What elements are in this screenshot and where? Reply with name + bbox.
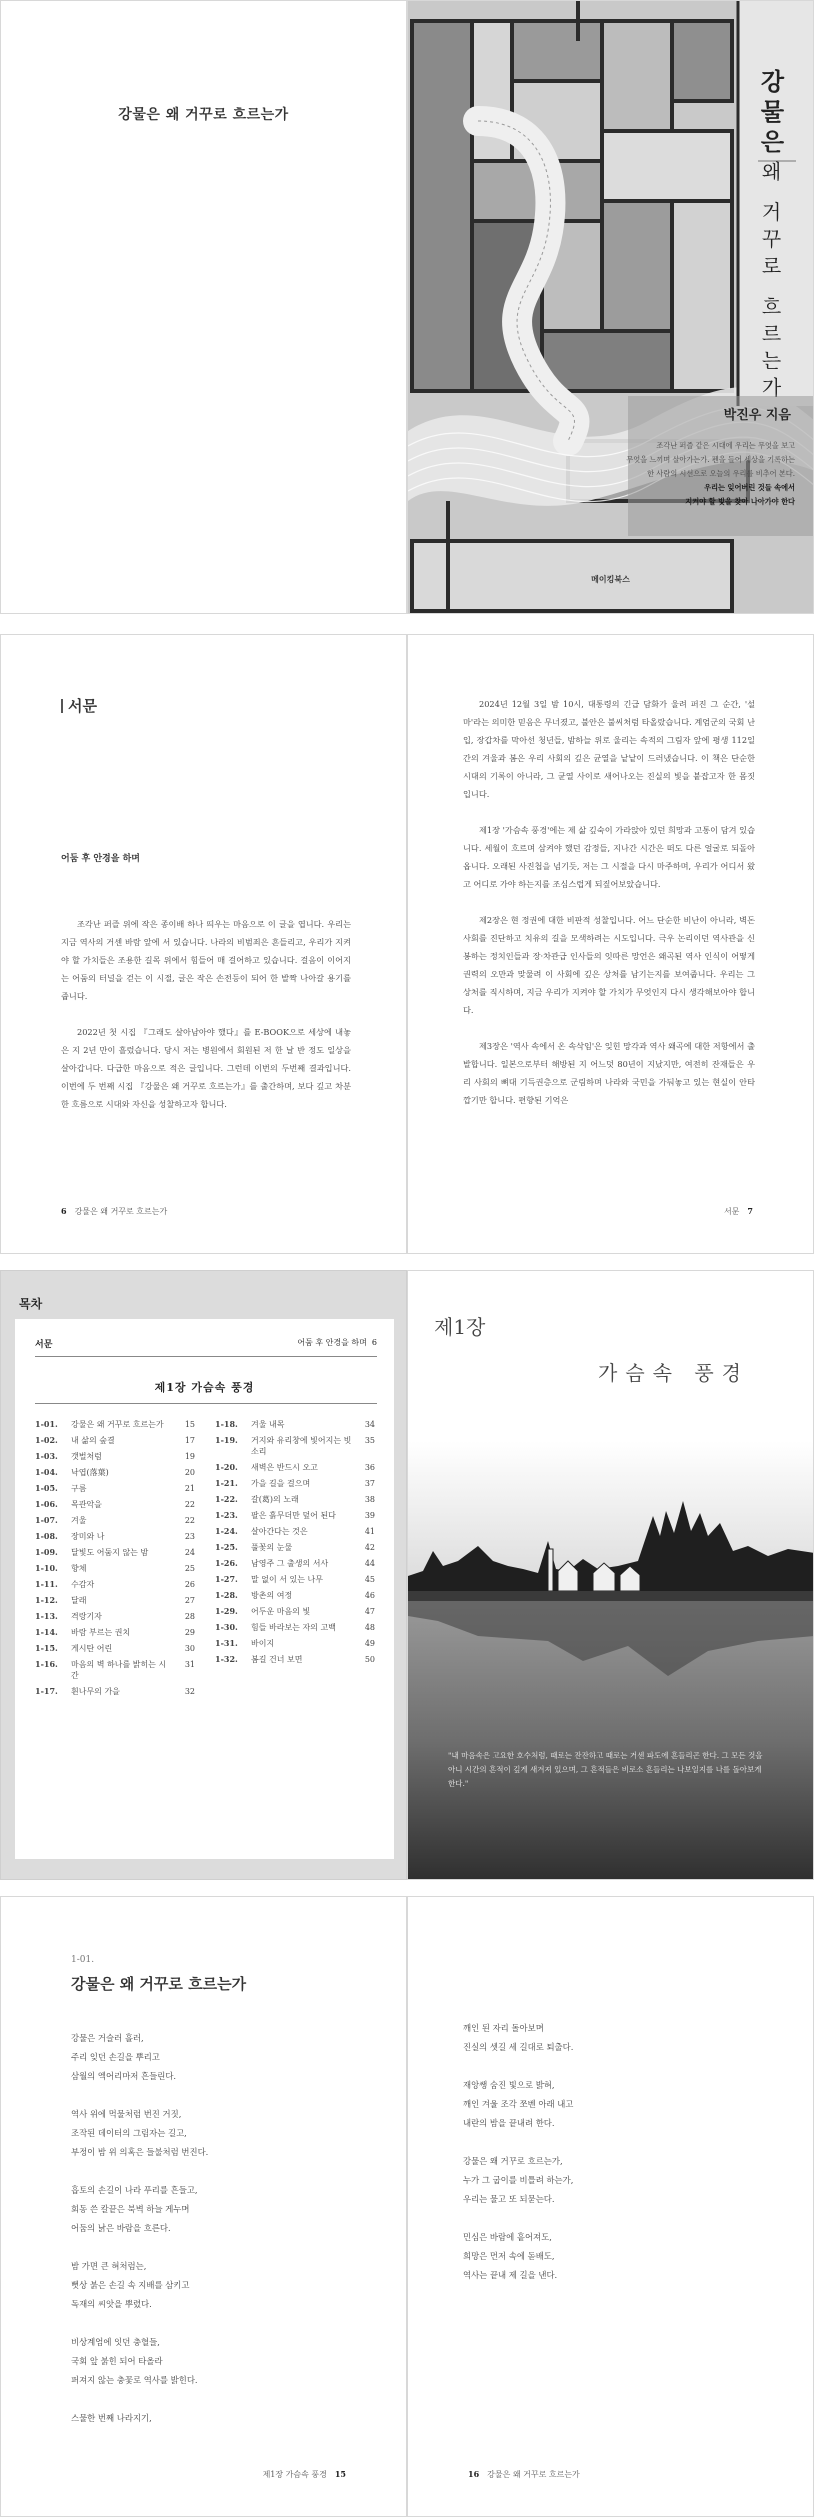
paragraph: 제2장은 현 정권에 대한 비판적 성찰입니다. 어느 단순한 비난이 아니라, 벽돈 사회를 진단하고 치유의 길을 모색하려는 시도입니다. 극우 논리이던 역사관을 신봉하는 정치인들과 장·차관급 인사들의 잇따른 망언은 왜곡된 역사 인식이 어떻게 권력의 오만과 맞물려 이 사회에 깊은 상처를 남기는지를 보여줍니다. 우리는 그 상처를 직시하며, 지금 우리가 지켜야 할 가치가 무엇인지 다시 생각해보아야 합니다. [463, 915, 755, 1015]
poem-line: 비상계엄에 잇던 충혈들, [71, 2337, 160, 2347]
section-heading [61, 695, 97, 716]
toc-entry[interactable] [215, 1558, 375, 1569]
blurb-emphasis: 우리는 잊어버린 것들 속에서 [704, 483, 795, 492]
toc-entry-number: 1-19. [215, 1435, 238, 1445]
toc-entry[interactable] [35, 1499, 195, 1510]
toc-entry-title: 겨울 내목 [251, 1420, 285, 1429]
toc-entry-page: 17 [184, 1436, 195, 1445]
poem-line: 주리 잊던 손길을 뿌리고 [71, 2052, 160, 2062]
toc-entry-page: 38 [364, 1495, 375, 1504]
preface-body-left [61, 915, 351, 1131]
toc-entry-page: 37 [364, 1479, 375, 1488]
toc-entry-title: 바이지 [251, 1639, 275, 1648]
toc-entry-title: 달래 [71, 1596, 87, 1605]
toc-entry-number: 1-31. [215, 1638, 238, 1648]
toc-entry-title: 힘들 바라보는 자의 고백 [251, 1623, 336, 1632]
toc-column-right [215, 1419, 375, 1670]
poem-line: 밤 가면 큰 혀처럼는, [71, 2261, 147, 2271]
toc-entry-page: 41 [364, 1527, 375, 1536]
toc-entry-title: 겨울 [71, 1516, 87, 1525]
poem-line: 우리는 물고 또 되묻는다. [463, 2194, 555, 2204]
toc-entry-page: 48 [364, 1623, 375, 1632]
toc-entry[interactable] [35, 1563, 195, 1574]
preface-page-right [407, 634, 814, 1254]
poem-line: 재앙쌩 숨진 빛으로 밝혀, [463, 2080, 555, 2090]
toc-entry-number: 1-17. [35, 1686, 58, 1696]
toc-entry-number: 1-24. [215, 1526, 238, 1536]
toc-entry[interactable] [215, 1510, 375, 1521]
toc-entry-number: 1-21. [215, 1478, 238, 1488]
lake-photo [408, 1441, 814, 1880]
poem-line: 부정이 밤 위 의혹은 들불처럼 번진다. [71, 2147, 209, 2157]
page-number: 15 [334, 2469, 346, 2479]
toc-entry[interactable] [35, 1531, 195, 1542]
toc-entry-number: 1-13. [35, 1611, 58, 1621]
toc-entry-page: 21 [184, 1484, 195, 1493]
poem-line: 깨인 겨울 조각 쪼벤 아래 내고 [463, 2099, 574, 2109]
folio-left [61, 1206, 167, 1217]
folio-right [263, 2469, 346, 2480]
toc-chapter-title: 제1장 가슴속 풍경 [154, 1381, 255, 1394]
cover-artwork [408, 1, 814, 614]
toc-entry-number: 1-08. [35, 1531, 58, 1541]
toc-entry-number: 1-03. [35, 1451, 58, 1461]
toc-entry-page: 45 [364, 1575, 375, 1584]
paragraph: 2024년 12월 3일 밤 10시, 대통령의 긴급 담화가 울려 퍼진 그 순간, '설마'라는 의미한 믿음은 무너졌고, 불안은 불씨처럼 타올랐습니다. 계엄군의 국회 난입, 장갑차를 막아선 청년들, 밤하늘 위로 울리는 속적의 그림자 앞에 평생 112일간의 겨울과 봄은 우리 사회의 깊은 균열을 낱낱이 드러냈습니다. 이 책은 단순한 시대의 기록이 아니라, 그 균열 사이로 새어나오는 진실의 빛을 붙잡고자 한 몸짓입니다. [463, 699, 755, 799]
poem-line: 흡토의 손길이 나라 푸리를 흔들고, [71, 2185, 198, 2195]
poem-line: 어둠의 낡은 바람을 흐른다. [71, 2223, 171, 2233]
toc-label: 목차 [19, 1297, 43, 1311]
toc-entry[interactable] [215, 1638, 375, 1649]
toc-entry[interactable] [215, 1419, 375, 1430]
toc-entry-number: 1-27. [215, 1574, 238, 1584]
poem-stanza [71, 2257, 351, 2314]
toc-entry-page: 31 [184, 1660, 195, 1669]
toc-entry-page: 30 [184, 1644, 195, 1653]
publisher-logo: 메이킹북스 [591, 574, 630, 584]
toc-entry-number: 1-15. [35, 1643, 58, 1653]
poem-line: 누가 그 굽이를 비틀려 하는가, [463, 2175, 574, 2185]
preface-subheading: 어둠 후 안경을 하며 [61, 854, 140, 864]
poem-line: 진실의 셋길 세 길대로 퇴출다. [463, 2042, 574, 2052]
toc-panel [15, 1319, 394, 1859]
toc-page [0, 1270, 407, 1880]
toc-entry-title: 갈(葛)의 노래 [251, 1495, 299, 1504]
toc-entry-page: 28 [184, 1612, 195, 1621]
poem-line: 조작된 데이터의 그림자는 길고, [71, 2128, 187, 2138]
toc-entry-title: 풀꽃의 눈물 [251, 1543, 293, 1552]
paragraph: 제3장은 '역사 속에서 온 속삭임'은 잊힌 망각과 역사 왜곡에 대한 저항에서 출발합니다. 일본으로부터 해방된 지 어느덧 80년이 지났지만, 여전히 잔재들은 우리 사회의 뼈대 기득권층으로 군림하며 나라와 국민을 가둬놓고 있는 현실이 안타깝기만 합니다. 편향된 기억은 [463, 1041, 755, 1105]
toc-entry-number: 1-11. [35, 1579, 58, 1589]
toc-entry[interactable] [215, 1606, 375, 1617]
toc-entry-page: 35 [364, 1436, 375, 1445]
toc-entry[interactable] [35, 1659, 195, 1681]
blurb-line: 무엇을 느끼며 살아가는가. 펜을 들어 세상을 기록하는 [626, 455, 795, 464]
poem-line: 깨인 된 자리 돌아보며 [463, 2023, 544, 2033]
poem-stanza [463, 2019, 743, 2057]
toc-entry-title: 살아간다는 것은 [251, 1527, 308, 1536]
toc-entry-number: 1-10. [35, 1563, 58, 1573]
poem-spread [0, 1896, 814, 2517]
toc-entry-title: 내 삶의 숲결 [71, 1436, 115, 1445]
toc-spread [0, 1270, 814, 1880]
toc-entry-number: 1-06. [35, 1499, 58, 1509]
poem-line: 국회 앞 붉힌 되어 타올라 [71, 2356, 163, 2366]
toc-entry[interactable] [35, 1451, 195, 1462]
toc-entry[interactable] [215, 1542, 375, 1553]
poem-line: 민심은 바람에 흩어져도, [463, 2232, 552, 2242]
toc-entry[interactable] [215, 1590, 375, 1601]
toc-entry-page: 22 [184, 1516, 195, 1525]
toc-entry-title: 봄길 건너 보면 [251, 1655, 303, 1664]
poem-line: 뻣상 붉은 손길 속 지배를 삼키고 [71, 2280, 190, 2290]
toc-entry-page: 19 [184, 1452, 195, 1461]
toc-entry[interactable] [35, 1547, 195, 1558]
toc-entry-number: 1-29. [215, 1606, 238, 1616]
toc-preface-page: 6 [371, 1338, 377, 1347]
section-heading-text: 서문 [68, 697, 97, 715]
toc-entry-title: 가을 길을 걸으며 [251, 1479, 311, 1488]
page-number: 6 [61, 1206, 67, 1216]
toc-entry-page: 50 [364, 1655, 375, 1664]
cover-title-line2: 왜 거꾸로 흐르는가 [758, 161, 782, 404]
toc-entry[interactable] [215, 1435, 375, 1457]
toc-entry-number: 1-16. [35, 1659, 58, 1669]
toc-entry-title: 방촌의 여정 [251, 1591, 293, 1600]
blurb-line [585, 495, 795, 509]
toc-entry-page: 39 [364, 1511, 375, 1520]
running-title: 서문 [723, 1207, 740, 1216]
preface-spread [0, 634, 814, 1254]
preface-body-right [463, 695, 755, 1127]
half-title-page [0, 0, 407, 614]
toc-entry-number: 1-22. [215, 1494, 238, 1504]
page-number: 7 [747, 1206, 753, 1216]
toc-entry[interactable] [35, 1419, 195, 1430]
poem-stanza [71, 2029, 351, 2086]
toc-entry-title: 강물은 왜 거꾸로 흐르는가 [71, 1420, 164, 1429]
toc-entry-title: 말 없이 서 있는 나무 [251, 1575, 323, 1584]
toc-entry-page: 25 [184, 1564, 195, 1573]
book-cover [407, 0, 814, 614]
toc-entry-page: 34 [364, 1420, 375, 1429]
paragraph: 조각난 퍼즐 위에 작은 종이배 하나 띄우는 마음으로 이 글을 엽니다. 우리는 지금 역사의 거센 바람 앞에 서 있습니다. 나라의 비범죄은 흔들리고, 우리가 지켜야 할 가치들은 조용한 길목 위에서 힘들어 매 걸어하고 있습니다. 걸음이 이어지는 어둠의 터널을 걷는 이 시절, 글은 작은 손전등이 되어 한 발짝 나아갈 용기를 줍니다. [61, 919, 351, 1001]
toc-entry-page: 29 [184, 1628, 195, 1637]
chapter-number: 제1장 [434, 1315, 486, 1339]
poem-line: 강물은 거슬러 흘러, [71, 2033, 144, 2043]
toc-entry[interactable] [215, 1622, 375, 1633]
chapter-quote: "내 마음속은 고요한 호수처럼, 때로는 잔잔하고 때로는 거센 파도에 흔들리곤 한다. 그 모든 것을 아니 시간의 흔적이 깊게 새겨져 있으며, 그 흔적들은 비로소 흔들리는 나보일지를 나를 돌아보게 한다." [448, 1751, 763, 1788]
poem-line: 삼월의 엑어리마저 흔들린다. [71, 2071, 177, 2081]
cover-spread [0, 0, 814, 614]
toc-entry-title: 팔은 흙무더만 덮어 된다 [251, 1511, 336, 1520]
toc-entry-title: 마음의 벽 하나를 밝히는 시간 [71, 1660, 167, 1680]
toc-entry[interactable] [35, 1611, 195, 1622]
toc-entry[interactable] [35, 1515, 195, 1526]
cover-author: 박진우 지음 [723, 408, 791, 423]
poem-line: 역사는 끝내 제 길을 낸다. [463, 2270, 558, 2280]
toc-entry-title: 달빛도 어둠지 않는 밤 [71, 1548, 149, 1557]
running-title: 강물은 왜 거꾸로 흐르는가 [487, 2470, 580, 2479]
toc-entry[interactable] [215, 1526, 375, 1537]
poem-line: 강물은 왜 거꾸로 흐르는가, [463, 2156, 563, 2166]
folio-right [724, 1206, 753, 1217]
toc-preface-label: 서문 [35, 1340, 53, 1350]
toc-entry-title: 구름 [71, 1484, 87, 1493]
toc-entry-page: 36 [364, 1463, 375, 1472]
blurb-line [585, 481, 795, 495]
chapter-title: 가슴속 풍경 [598, 1361, 749, 1385]
toc-entry-page: 15 [184, 1420, 195, 1429]
poem-body-left [71, 2029, 351, 2447]
toc-entry-number: 1-01. [35, 1419, 58, 1429]
toc-entry[interactable] [35, 1579, 195, 1590]
paragraph: 2022년 첫 시집 『그래도 살아남아야 했다』를 E-BOOK으로 세상에 내놓은 지 2년 만이 흘렀습니다. 당시 저는 병원에서 회원된 저 한 날 반 정도 일상을 살아갑니다. 다급한 마음으로 적은 글입니다. 그런데 이번의 두번째 결과입니다. 이번에 두 번째 시집 『강물은 왜 거꾸로 흐르는가』를 출간하며, 보다 깊고 차분한 흐름으로 시대와 자신을 성찰하고자 합니다. [61, 1027, 351, 1109]
toc-entry-title: 게시탄 어린 [71, 1644, 113, 1653]
poem-stanza [463, 2152, 743, 2209]
toc-entry-title: 어두운 마음의 빛 [251, 1607, 311, 1616]
toc-entry-number: 1-20. [215, 1462, 238, 1472]
poem-line: 회동 쓴 칼끝은 북벽 하늘 게누며 [71, 2204, 190, 2214]
toc-entry-number: 1-25. [215, 1542, 238, 1552]
toc-entry-number: 1-02. [35, 1435, 58, 1445]
poem-body-right [463, 2019, 743, 2304]
toc-entry[interactable] [35, 1627, 195, 1638]
poem-stanza [463, 2228, 743, 2285]
toc-entry-title: 갯벌처럼 [71, 1452, 102, 1461]
toc-entry-number: 1-18. [215, 1419, 238, 1429]
toc-entry-title: 흰나무의 가을 [71, 1687, 120, 1696]
toc-entry-page: 27 [184, 1596, 195, 1605]
toc-entry-number: 1-23. [215, 1510, 238, 1520]
toc-entry-title: 장미와 나 [71, 1532, 105, 1541]
poem-stanza [71, 2105, 351, 2162]
toc-entry-page: 42 [364, 1543, 375, 1552]
poem-stanza [71, 2333, 351, 2390]
toc-entry[interactable] [215, 1478, 375, 1489]
toc-entry[interactable] [215, 1574, 375, 1585]
toc-entry-title: 새벽은 반드시 오고 [251, 1463, 318, 1472]
poem-line: 희망은 먼저 속에 돋배도, [463, 2251, 555, 2261]
toc-entry[interactable] [35, 1483, 195, 1494]
half-title: 강물은 왜 거꾸로 흐르는가 [118, 107, 289, 123]
toc-entry-number: 1-28. [215, 1590, 238, 1600]
toc-entry[interactable] [35, 1435, 195, 1446]
folio-left [468, 2469, 580, 2480]
toc-entry-page: 23 [184, 1532, 195, 1541]
toc-preface-subtitle: 어둠 후 안경을 하며 [297, 1338, 367, 1347]
toc-column-left [35, 1419, 195, 1702]
toc-entry-number: 1-14. [35, 1627, 58, 1637]
toc-entry-page: 46 [364, 1591, 375, 1600]
toc-entry-title: 낙엽(落葉) [71, 1468, 109, 1477]
running-title: 강물은 왜 거꾸로 흐르는가 [74, 1207, 168, 1216]
blurb-emphasis: 지켜야 할 빛을 찾아 나아가야 한다 [685, 497, 795, 506]
toc-entry[interactable] [35, 1595, 195, 1606]
toc-entry[interactable] [215, 1462, 375, 1473]
toc-entry-number: 1-07. [35, 1515, 58, 1525]
toc-entry-number: 1-09. [35, 1547, 58, 1557]
poem-stanza [71, 2181, 351, 2238]
page-number: 16 [468, 2469, 480, 2479]
poem-stanza [463, 2076, 743, 2133]
toc-entry-title: 바람 부르는 권치 [71, 1628, 131, 1637]
toc-divider [35, 1403, 377, 1404]
toc-entry-title: 향체 [71, 1564, 87, 1573]
toc-entry-page: 32 [184, 1687, 195, 1696]
poem-page-right [407, 1896, 814, 2517]
toc-entry-number: 1-32. [215, 1654, 238, 1664]
toc-entry[interactable] [35, 1643, 195, 1654]
toc-entry-page: 20 [184, 1468, 195, 1477]
poem-stanza [71, 2409, 351, 2428]
preface-page-left [0, 634, 407, 1254]
poem-line: 스물한 번째 나라지기, [71, 2413, 152, 2423]
paragraph: 제1장 '가슴속 풍경'에는 제 삶 깊숙이 가라앉아 있던 희망과 고통이 담겨 있습니다. 세월이 흐르며 삼켜야 했던 감정들, 지나간 시간은 떠도 다른 얼굴로 되돌아옵니다. 오래된 사진첩을 넘기듯, 저는 그 시절을 다시 마주하며, 우리가 어디서 왔고 어디로 가야 하는지를 조심스럽게 되짚어보았습니다. [463, 825, 755, 889]
toc-entry[interactable] [35, 1686, 195, 1697]
running-title: 제1장 가슴속 풍경 [262, 2470, 327, 2479]
toc-entry-page: 26 [184, 1580, 195, 1589]
toc-entry-number: 1-26. [215, 1558, 238, 1568]
poem-line: 역사 위에 먹물처럼 번진 거짓, [71, 2109, 182, 2119]
poem-line: 독재의 씨앗을 뿌렸다. [71, 2299, 152, 2309]
toc-preface-sub [297, 1337, 377, 1348]
blurb-line: 한 사람의 시선으로 오늘의 우리를 비추어 본다. [647, 469, 795, 478]
poem-line: 퍼져지 않는 충꽃로 역사를 밝힌다. [71, 2375, 198, 2385]
cover-title-line1: 강물은 [756, 69, 785, 159]
toc-entry-title: 거지와 유리창에 빛어지는 빗소리 [251, 1436, 352, 1456]
poem-number: 1-01. [71, 1955, 95, 1965]
toc-entry-title: 목관악을 [71, 1500, 102, 1509]
poem-line: 내란의 밤을 끝내려 한다. [463, 2118, 555, 2128]
toc-entry-title: 격랑기자 [71, 1612, 102, 1621]
heading-bar-icon [61, 699, 63, 713]
toc-entry-title: 남영주 그 출생의 서사 [251, 1559, 329, 1568]
toc-entry-number: 1-05. [35, 1483, 58, 1493]
cover-blurb [585, 439, 795, 509]
poem-title: 강물은 왜 거꾸로 흐르는가 [71, 1975, 247, 1993]
toc-entry[interactable] [215, 1494, 375, 1505]
toc-entry-number: 1-30. [215, 1622, 238, 1632]
toc-entry-number: 1-12. [35, 1595, 58, 1605]
toc-entry-page: 44 [364, 1559, 375, 1568]
toc-entry-page: 24 [184, 1548, 195, 1557]
chapter-opener-page [407, 1270, 814, 1880]
toc-entry-title: 수감자 [71, 1580, 95, 1589]
blurb-line: 조각난 퍼즐 같은 시대에 우리는 무엇을 보고 [656, 441, 795, 450]
toc-entry-page: 22 [184, 1500, 195, 1509]
toc-entry-page: 49 [364, 1639, 375, 1648]
toc-entry[interactable] [215, 1654, 375, 1665]
toc-preface-row [35, 1337, 377, 1357]
toc-entry-number: 1-04. [35, 1467, 58, 1477]
poem-page-left [0, 1896, 407, 2517]
toc-entry[interactable] [35, 1467, 195, 1478]
toc-entry-page: 47 [364, 1607, 375, 1616]
